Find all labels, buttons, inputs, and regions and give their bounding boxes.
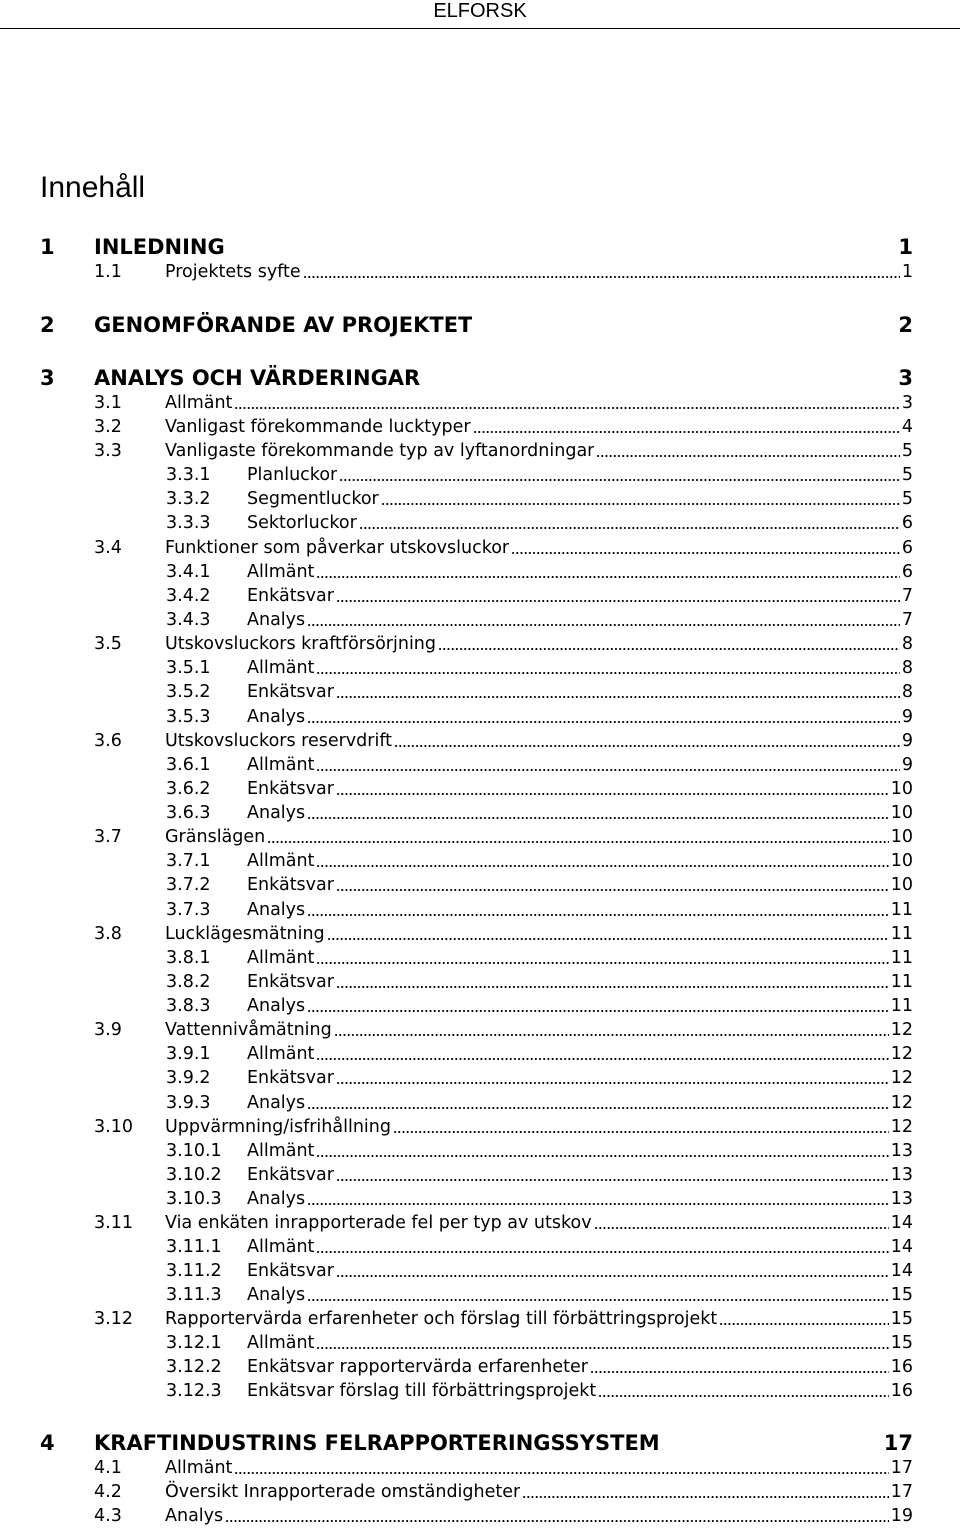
header-title: ELFORSK	[433, 0, 527, 22]
toc-entry-page: 5	[901, 441, 913, 461]
toc-entry-page: 12	[890, 1068, 913, 1088]
toc-entry-title: Analys	[247, 707, 306, 727]
toc-entry[interactable]	[166, 560, 913, 584]
toc-entry[interactable]	[166, 608, 913, 632]
toc-entry-number: 3.7.3	[166, 900, 211, 920]
toc-entry-number: 4	[40, 1431, 55, 1455]
toc-entry-title: ANALYS OCH VÄRDERINGAR	[94, 366, 421, 390]
toc-entry-number: 3.5	[94, 634, 122, 654]
toc-entry-page: 10	[890, 851, 913, 871]
toc-entry-number: 3.7	[94, 827, 122, 847]
toc-entry-number: 3.5.2	[166, 682, 211, 702]
toc-entry-title: Allmänt	[247, 658, 315, 678]
toc-entry-number: 4.1	[94, 1458, 122, 1478]
toc-entry-page: 17	[890, 1458, 913, 1478]
toc-entry-page: 14	[890, 1213, 913, 1233]
toc-entry[interactable]	[94, 729, 913, 753]
toc-entry-page: 5	[901, 489, 913, 509]
toc-entry-page: 8	[901, 658, 913, 678]
toc-entry-page: 11	[890, 924, 913, 944]
toc-entry-number: 3.11.1	[166, 1237, 222, 1257]
toc-entry-page: 9	[901, 707, 913, 727]
toc-dot-leader	[336, 1081, 889, 1085]
toc-dot-leader	[596, 454, 900, 458]
toc-entry[interactable]	[166, 849, 913, 873]
toc-entry[interactable]	[166, 463, 913, 487]
toc-entry[interactable]	[166, 970, 913, 994]
toc-entry-title: Allmänt	[247, 948, 315, 968]
toc-entry-number: 3	[40, 366, 55, 390]
toc-entry-page: 12	[890, 1093, 913, 1113]
toc-entry-number: 3.8.2	[166, 972, 211, 992]
toc-entry-page: 10	[890, 803, 913, 823]
toc-entry-title: Allmänt	[247, 562, 315, 582]
toc-entry-page: 16	[890, 1357, 913, 1377]
toc-entry-page: 17	[890, 1482, 913, 1502]
toc-entry-page: 6	[901, 538, 913, 558]
toc-entry-number: 3.5.3	[166, 707, 211, 727]
toc-entry-title: Allmänt	[247, 851, 315, 871]
toc-entry[interactable]	[166, 1187, 913, 1211]
toc-dot-leader	[511, 551, 900, 555]
toc-entry-title: Enkätsvar	[247, 875, 334, 895]
toc-dot-leader	[307, 913, 889, 917]
toc-entry-title: Analys	[247, 900, 306, 920]
toc-entry[interactable]	[166, 584, 913, 608]
toc-entry-page: 6	[901, 562, 913, 582]
toc-dot-leader	[307, 1202, 889, 1206]
toc-entry-title: Allmänt	[247, 1333, 315, 1353]
toc-entry-number: 3.11.3	[166, 1285, 222, 1305]
toc-dot-leader	[336, 695, 900, 699]
toc-entry-title: Analys	[247, 1285, 306, 1305]
toc-dot-leader	[381, 502, 900, 506]
toc-entry[interactable]	[166, 1283, 913, 1307]
toc-entry-page: 12	[890, 1044, 913, 1064]
toc-entry-number: 2	[40, 313, 55, 337]
toc-entry[interactable]	[94, 1115, 913, 1139]
toc-entry-title: Projektets syfte	[165, 262, 301, 282]
toc-entry-title: INLEDNING	[94, 235, 225, 259]
toc-entry-title: Analys	[247, 996, 306, 1016]
toc-dot-leader	[594, 1226, 889, 1230]
toc-entry[interactable]	[94, 632, 913, 656]
toc-entry-title: Enkätsvar förslag till förbättringsprojekt	[247, 1381, 597, 1401]
toc-entry-page: 13	[890, 1141, 913, 1161]
toc-entry-title: Enkätsvar	[247, 972, 334, 992]
toc-entry-page: 2	[898, 313, 913, 337]
toc-entry-page: 15	[890, 1285, 913, 1305]
toc-entry-number: 3.9	[94, 1020, 122, 1040]
toc-dot-leader	[394, 744, 900, 748]
toc-entry-page: 8	[901, 634, 913, 654]
toc-entry-page: 9	[901, 731, 913, 751]
toc-dot-leader	[316, 671, 899, 675]
toc-entry-page: 1	[901, 262, 913, 282]
toc-dot-leader	[522, 1495, 889, 1499]
toc-entry-title: Gränslägen	[165, 827, 266, 847]
toc-entry-number: 3.10.3	[166, 1189, 222, 1209]
toc-entry[interactable]	[166, 1235, 913, 1259]
toc-entry-title: Allmänt	[247, 755, 315, 775]
toc-entry-title: Rapportervärda erfarenheter och förslag till förbättringsprojekt	[165, 1309, 718, 1329]
toc-entry-number: 3.3	[94, 441, 122, 461]
toc-entry-page: 11	[890, 996, 913, 1016]
toc-entry-page: 14	[890, 1237, 913, 1257]
toc-entry-title: KRAFTINDUSTRINS FELRAPPORTERINGSSYSTEM	[94, 1431, 660, 1455]
toc-entry-number: 3.4.3	[166, 610, 211, 630]
toc-entry-page: 12	[890, 1117, 913, 1137]
toc-entry[interactable]	[166, 1091, 913, 1115]
toc-entry-title: Vanligaste förekommande typ av lyftanordningar	[165, 441, 595, 461]
toc-dot-leader	[393, 1130, 889, 1134]
toc-entry-number: 3.2	[94, 417, 122, 437]
toc-entry-title: Enkätsvar	[247, 1261, 334, 1281]
toc-entry[interactable]	[40, 365, 913, 391]
toc-dot-leader	[339, 478, 900, 482]
toc-entry[interactable]	[166, 1259, 913, 1283]
toc-entry[interactable]	[166, 753, 913, 777]
toc-entry[interactable]	[94, 536, 913, 560]
toc-dot-leader	[307, 720, 900, 724]
toc-entry-page: 11	[890, 972, 913, 992]
toc-dot-leader	[359, 526, 900, 530]
toc-entry-page: 1	[898, 235, 913, 259]
toc-entry-number: 3.3.2	[166, 489, 211, 509]
toc-entry-number: 3.9.1	[166, 1044, 211, 1064]
toc-entry-title: Enkätsvar	[247, 586, 334, 606]
toc-entry-number: 3.8.3	[166, 996, 211, 1016]
toc-entry-number: 3.8	[94, 924, 122, 944]
toc-entry-number: 3.6.3	[166, 803, 211, 823]
toc-entry-number: 4.3	[94, 1506, 122, 1526]
toc-entry[interactable]	[166, 487, 913, 511]
toc-dot-leader	[719, 1322, 888, 1326]
toc-entry-number: 3.7.1	[166, 851, 211, 871]
toc-entry-page: 7	[901, 610, 913, 630]
toc-entry-number: 3.4.1	[166, 562, 211, 582]
toc-entry[interactable]	[166, 994, 913, 1018]
toc-entry-number: 3.12	[94, 1309, 133, 1329]
toc-dot-leader	[267, 840, 888, 844]
toc-entry-title: Vanligast förekommande lucktyper	[165, 417, 471, 437]
toc-entry-page: 8	[901, 682, 913, 702]
toc-entry[interactable]	[166, 1163, 913, 1187]
toc-entry-page: 16	[890, 1381, 913, 1401]
toc-entry[interactable]	[166, 1379, 913, 1403]
toc-entry-number: 3.1	[94, 393, 122, 413]
toc-entry[interactable]	[166, 1355, 913, 1379]
toc-entry[interactable]	[166, 946, 913, 970]
toc-entry[interactable]	[166, 801, 913, 825]
toc-entry[interactable]	[166, 656, 913, 680]
toc-entry-title: Analys	[165, 1506, 224, 1526]
toc-entry-number: 1.1	[94, 262, 122, 282]
toc-entry-number: 3.11	[94, 1213, 133, 1233]
toc-entry-title: Sektorluckor	[247, 513, 357, 533]
toc-entry-number: 3.12.1	[166, 1333, 222, 1353]
toc-entry-title: Enkätsvar	[247, 1165, 334, 1185]
toc-entry[interactable]	[166, 873, 913, 897]
toc-title: Innehåll	[40, 171, 146, 204]
toc-entry[interactable]	[166, 705, 913, 729]
toc-entry-page: 9	[901, 755, 913, 775]
toc-entry-title: Planluckor	[247, 465, 338, 485]
toc-entry-title: Funktioner som påverkar utskovsluckor	[165, 538, 510, 558]
toc-entry-number: 4.2	[94, 1482, 122, 1502]
toc-entry-page: 12	[890, 1020, 913, 1040]
toc-entry-page: 14	[890, 1261, 913, 1281]
toc-entry[interactable]	[40, 1430, 913, 1456]
toc-entry-title: Analys	[247, 1093, 306, 1113]
toc-entry-page: 7	[901, 586, 913, 606]
toc-entry-page: 15	[890, 1333, 913, 1353]
toc-entry-title: Allmänt	[247, 1237, 315, 1257]
toc-entry-title: Allmänt	[247, 1141, 315, 1161]
toc-dot-leader	[336, 985, 889, 989]
toc-entry-page: 10	[890, 779, 913, 799]
toc-dot-leader	[316, 961, 888, 965]
toc-entry[interactable]	[166, 1139, 913, 1163]
toc-entry-title: Segmentluckor	[247, 489, 379, 509]
toc-dot-leader	[307, 1009, 889, 1013]
toc-entry[interactable]	[40, 312, 913, 338]
toc-entry-page: 15	[890, 1309, 913, 1329]
toc-entry-page: 5	[901, 465, 913, 485]
toc-entry-title: Analys	[247, 610, 306, 630]
toc-entry[interactable]	[94, 1211, 913, 1235]
toc-entry[interactable]	[94, 1456, 913, 1480]
toc-entry-title: Allmänt	[247, 1044, 315, 1064]
toc-dot-leader	[336, 888, 889, 892]
toc-entry-title: Analys	[247, 803, 306, 823]
toc-entry-page: 17	[883, 1431, 913, 1455]
toc-entry-page: 3	[898, 366, 913, 390]
toc-entry-title: Enkätsvar	[247, 682, 334, 702]
toc-entry-number: 1	[40, 235, 55, 259]
toc-dot-leader	[590, 1370, 889, 1374]
toc-dot-leader	[307, 623, 900, 627]
toc-entry[interactable]	[94, 1480, 913, 1504]
toc-entry-page: 13	[890, 1165, 913, 1185]
toc-entry[interactable]	[94, 391, 913, 415]
toc-entry-number: 3.4	[94, 538, 122, 558]
toc-entry[interactable]	[40, 234, 913, 260]
toc-entry-page: 13	[890, 1189, 913, 1209]
toc-entry-number: 3.8.1	[166, 948, 211, 968]
toc-entry-number: 3.11.2	[166, 1261, 222, 1281]
toc-entry-title: Utskovsluckors reservdrift	[165, 731, 393, 751]
toc-dot-leader	[316, 1154, 888, 1158]
toc-entry-number: 3.3.3	[166, 513, 211, 533]
toc-dot-leader	[336, 792, 889, 796]
toc-dot-leader	[316, 1250, 888, 1254]
toc-entry-page: 10	[890, 827, 913, 847]
toc-dot-leader	[336, 599, 900, 603]
toc-entry-title: Enkätsvar rapportervärda erfarenheter	[247, 1357, 588, 1377]
toc-dot-leader	[225, 1519, 889, 1523]
toc-dot-leader	[336, 1178, 889, 1182]
toc-entry-number: 3.10.2	[166, 1165, 222, 1185]
toc-entry[interactable]	[166, 1042, 913, 1066]
toc-dot-leader	[316, 768, 899, 772]
toc-dot-leader	[303, 275, 900, 279]
toc-entry-title: GENOMFÖRANDE AV PROJEKTET	[94, 313, 473, 337]
toc-entry-title: Lucklägesmätning	[165, 924, 325, 944]
toc-entry[interactable]	[94, 825, 913, 849]
toc-entry-title: Enkätsvar	[247, 779, 334, 799]
toc-entry-page: 19	[890, 1506, 913, 1526]
toc-entry[interactable]	[166, 777, 913, 801]
toc-dot-leader	[336, 1274, 889, 1278]
toc-entry-title: Uppvärmning/isfrihållning	[165, 1117, 391, 1137]
toc-entry-page: 10	[890, 875, 913, 895]
toc-entry-number: 3.6	[94, 731, 122, 751]
toc-entry-number: 3.12.2	[166, 1357, 222, 1377]
toc-dot-leader	[234, 1471, 888, 1475]
toc-entry[interactable]	[166, 898, 913, 922]
toc-entry-number: 3.3.1	[166, 465, 211, 485]
toc-entry-number: 3.9.2	[166, 1068, 211, 1088]
toc-entry-title: Vattennivåmätning	[165, 1020, 332, 1040]
toc-entry[interactable]	[166, 1331, 913, 1355]
toc-dot-leader	[316, 1346, 888, 1350]
toc-dot-leader	[598, 1394, 889, 1398]
toc-dot-leader	[334, 1033, 889, 1037]
toc-entry-number: 3.7.2	[166, 875, 211, 895]
toc-entry-title: Via enkäten inrapporterade fel per typ av utskov	[165, 1213, 592, 1233]
toc-entry-number: 3.6.2	[166, 779, 211, 799]
toc-entry-title: Analys	[247, 1189, 306, 1209]
toc-entry[interactable]	[94, 1018, 913, 1042]
toc-entry[interactable]	[166, 680, 913, 704]
toc-entry-page: 11	[890, 948, 913, 968]
toc-entry[interactable]	[94, 1504, 913, 1528]
toc-dot-leader	[234, 406, 899, 410]
toc-dot-leader	[307, 816, 889, 820]
toc-entry-title: Enkätsvar	[247, 1068, 334, 1088]
toc-dot-leader	[307, 1106, 889, 1110]
toc-entry[interactable]	[94, 415, 913, 439]
toc-entry[interactable]	[166, 1066, 913, 1090]
toc-entry-number: 3.10.1	[166, 1141, 222, 1161]
toc-entry-number: 3.4.2	[166, 586, 211, 606]
toc-entry-number: 3.12.3	[166, 1381, 222, 1401]
toc-entry-title: Allmänt	[165, 393, 233, 413]
toc-entry-title: Utskovsluckors kraftförsörjning	[165, 634, 437, 654]
toc-dot-leader	[316, 864, 888, 868]
toc-entry-page: 3	[901, 393, 913, 413]
toc-entry-number: 3.5.1	[166, 658, 211, 678]
toc-entry-page: 6	[901, 513, 913, 533]
toc-dot-leader	[316, 575, 899, 579]
toc-entry-page: 4	[901, 417, 913, 437]
toc-dot-leader	[316, 1057, 888, 1061]
toc-entry-title: Översikt Inrapporterade omständigheter	[165, 1482, 521, 1502]
toc-dot-leader	[327, 937, 889, 941]
toc-dot-leader	[473, 430, 900, 434]
toc-entry-page: 11	[890, 900, 913, 920]
toc-entry-title: Allmänt	[165, 1458, 233, 1478]
toc-entry-number: 3.10	[94, 1117, 133, 1137]
toc-dot-leader	[307, 1298, 889, 1302]
toc-entry[interactable]	[94, 922, 913, 946]
toc-entry[interactable]	[94, 260, 913, 284]
toc-entry[interactable]	[94, 439, 913, 463]
toc-dot-leader	[438, 647, 900, 651]
toc-entry[interactable]	[94, 1307, 913, 1331]
toc-entry-number: 3.9.3	[166, 1093, 211, 1113]
toc-entry[interactable]	[166, 511, 913, 535]
toc-entry-number: 3.6.1	[166, 755, 211, 775]
